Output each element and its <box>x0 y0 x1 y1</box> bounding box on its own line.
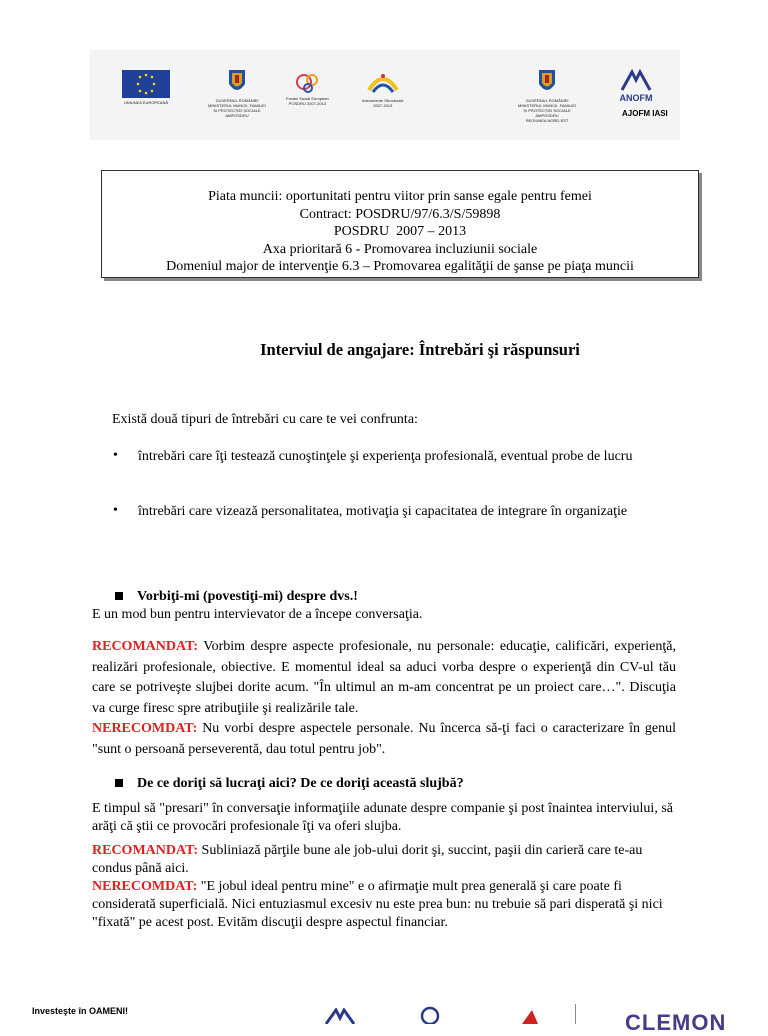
eu-flag-logo <box>122 70 170 105</box>
recomandat-label: RECOMANDAT: <box>92 843 199 858</box>
project-line-3: POSDRU 2007 – 2013 <box>333 224 467 239</box>
project-line-2: Contract: POSDRU/97/6.3/S/59898 <box>299 206 501 222</box>
project-info-box <box>101 170 699 278</box>
gov-caption: GUVERNUL ROMÂNIEI MINISTERUL MUNCII, FAMILIEI ȘI PROTECȚIEI SOCIALE AMPOSDRU <box>208 98 267 118</box>
bullet-item-1: întrebări care îţi testează cunoştinţele şi experienţa profesională, eventual probe de lucru <box>138 449 633 464</box>
anofm-logo <box>618 68 654 101</box>
page-title: Interviul de angajare: Întrebări şi răspunsuri <box>260 340 580 359</box>
section1-lead: E un mod bun pentru intervievator de a începe conversaţia. <box>92 607 423 622</box>
nerecomandat-label: NERECOMDAT: <box>92 879 198 894</box>
section2-recommendations <box>92 842 676 932</box>
project-line-5: Domeniul major de intervenţie 6.3 – Promovarea egalităţii de şanse pe piaţa muncii <box>166 259 634 274</box>
section1-heading: Vorbiţi-mi (povestiţi-mi) despre dvs.! <box>137 589 358 604</box>
partner-swirl-icon <box>415 1004 445 1024</box>
ajofm-label: AJOFM IASI <box>622 109 668 118</box>
fse-icon <box>292 70 322 94</box>
coat-of-arms-icon <box>227 68 247 96</box>
eu-caption: UNIUNEA EUROPEANĂ <box>123 100 168 105</box>
romania-gov-logo-2 <box>518 68 576 123</box>
nerecomandat-label: NERECOMDAT: <box>92 721 198 736</box>
coat-of-arms-icon <box>537 68 557 96</box>
section2-heading: De ce doriţi să lucraţi aici? De ce doriţi această slujbă? <box>137 776 464 791</box>
project-line-4: Axa prioritară 6 - Promovarea incluziunii sociale <box>262 241 538 257</box>
clemon-logo: CLEMON <box>625 1010 727 1035</box>
bullet-dot: • <box>113 448 118 463</box>
instrumente-icon <box>365 68 401 96</box>
anofm-icon <box>618 68 654 94</box>
footer-slogan: Investeşte în OAMENI! <box>32 1006 129 1016</box>
section-square-bullet <box>115 592 123 600</box>
instrumente-logo <box>362 68 404 108</box>
bullet-item-2: întrebări care vizează personalitatea, motivaţia şi capacitatea de integrare în organizaţie <box>138 504 628 519</box>
fse-caption: Fondul Social European POSDRU 2007-2013 <box>286 96 329 106</box>
eu-flag-icon <box>122 70 170 98</box>
section-square-bullet <box>115 779 123 787</box>
nerecomandat-text: Nu vorbi despre aspectele personale. Nu încerca să-ţi faci o caracterizare în genul "sunt o persoană perseverentă, dau totul pentru job". <box>92 721 676 757</box>
romania-gov-logo <box>208 68 266 118</box>
project-line-1: Piata muncii: oportunitati pentru viitor prin sanse egale pentru femei <box>208 189 592 204</box>
anofm-caption: ANOFM <box>619 93 653 103</box>
section1-recommendations <box>92 637 676 760</box>
anofm-footer-icon <box>322 1008 362 1024</box>
recomandat-label: RECOMANDAT: <box>92 639 199 654</box>
gov-caption-2: GUVERNUL ROMÂNIEI MINISTERUL MUNCII, FAMILIEI ȘI PROTECȚIEI SOCIALE AMPOSDRU REGIUNEA NORD-EST <box>518 98 577 123</box>
recomandat-text: Subliniază părţile bune ale job-ului dorit şi, succint, paşii din carieră care te-au condus până aici. <box>92 843 643 876</box>
intro-text: Există două tipuri de întrebări cu care te vei confrunta: <box>112 412 418 427</box>
bullet-dot: • <box>113 503 118 518</box>
instrumente-caption: Instrumente Structurale 2007-2013 <box>362 98 404 108</box>
partner-red-icon <box>518 1006 548 1024</box>
nerecomandat-text: "E jobul ideal pentru mine" e o afirmaţie mult prea generală şi care poate fi considerată superficială. Nici entuziasmul excesiv nu este prea bun: nu trebuie să pari disperată şi nici "fixată" pe acest post. Evităm discuţii despre aspectul financiar. <box>92 879 663 930</box>
logo-band <box>90 50 680 140</box>
recomandat-text: Vorbim despre aspecte profesionale, nu personale: educaţie, calificări, experienţă, realizări profesionale, obiective. E momentul ideal sa aduci vorba despre o experienţă din CV-ul tău care se potriveşte slujbei dorite acum. "În ultimul an m-am concentrat pe un proiect care…". Discuţia va curge firesc spre atribuţiile şi realizările tale. <box>92 639 676 716</box>
section2-lead: E timpul să "presari" în conversaţie informaţiile adunate despre companie şi post înaintea interviului, să arăţi că ştii ce provocări profesionale îţi va oferi slujba. <box>92 801 673 834</box>
footer-divider <box>575 1004 576 1024</box>
fse-logo <box>286 70 329 106</box>
